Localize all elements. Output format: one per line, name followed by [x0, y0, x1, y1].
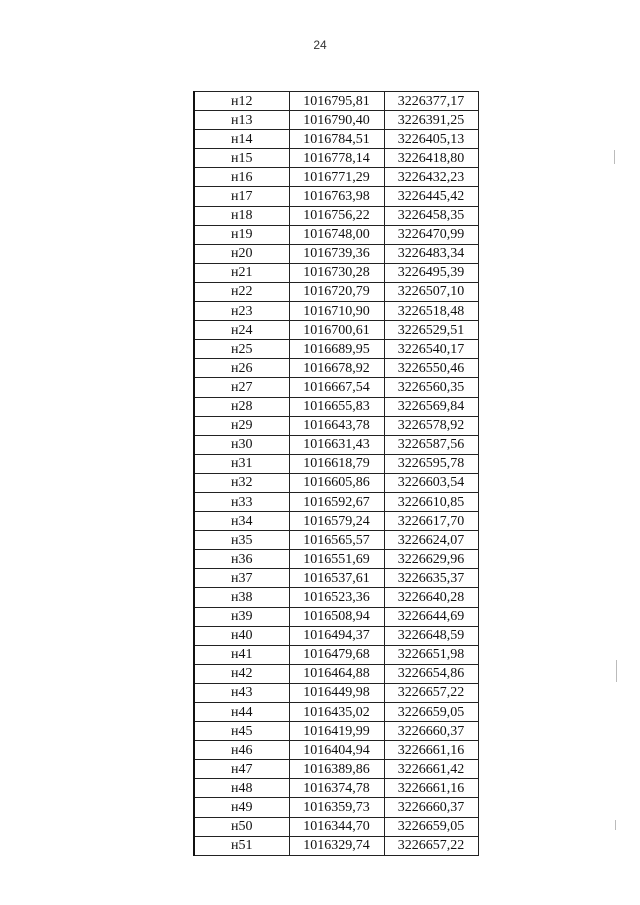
table-row: [194, 378, 478, 397]
point-id-cell: н40: [194, 626, 289, 645]
x-coordinate-cell: 1016763,98: [289, 187, 384, 206]
point-id-cell: н48: [194, 779, 289, 798]
table-row: [194, 416, 478, 435]
y-coordinate-cell: 3226648,59: [384, 626, 478, 645]
point-id-cell: н12: [194, 92, 289, 111]
table-row: [194, 588, 478, 607]
table-row: [194, 321, 478, 340]
point-id-cell: н51: [194, 836, 289, 855]
point-id-cell: н33: [194, 492, 289, 511]
scan-artifact: [615, 820, 616, 830]
x-coordinate-cell: 1016756,22: [289, 206, 384, 225]
page-number: 24: [313, 38, 327, 52]
table-row: [194, 550, 478, 569]
point-id-cell: н21: [194, 263, 289, 282]
scan-artifact: [616, 660, 617, 682]
x-coordinate-cell: 1016748,00: [289, 225, 384, 244]
table-row: [194, 760, 478, 779]
x-coordinate-cell: 1016435,02: [289, 703, 384, 722]
x-coordinate-cell: 1016784,51: [289, 130, 384, 149]
y-coordinate-cell: 3226483,34: [384, 244, 478, 263]
x-coordinate-cell: 1016494,37: [289, 626, 384, 645]
y-coordinate-cell: 3226569,84: [384, 397, 478, 416]
y-coordinate-cell: 3226445,42: [384, 187, 478, 206]
point-id-cell: н19: [194, 225, 289, 244]
point-id-cell: н38: [194, 588, 289, 607]
x-coordinate-cell: 1016565,57: [289, 531, 384, 550]
y-coordinate-cell: 3226405,13: [384, 130, 478, 149]
x-coordinate-cell: 1016374,78: [289, 779, 384, 798]
x-coordinate-cell: 1016389,86: [289, 760, 384, 779]
table-row: [194, 683, 478, 702]
table-row: [194, 607, 478, 626]
table-row: [194, 168, 478, 187]
table-row: [194, 206, 478, 225]
point-id-cell: н26: [194, 359, 289, 378]
y-coordinate-cell: 3226550,46: [384, 359, 478, 378]
table-row: [194, 817, 478, 836]
y-coordinate-cell: 3226629,96: [384, 550, 478, 569]
y-coordinate-cell: 3226587,56: [384, 435, 478, 454]
table-row: [194, 263, 478, 282]
y-coordinate-cell: 3226660,37: [384, 798, 478, 817]
table-row: [194, 645, 478, 664]
coordinates-table-container: [193, 91, 479, 856]
table-row: [194, 397, 478, 416]
y-coordinate-cell: 3226661,42: [384, 760, 478, 779]
point-id-cell: н23: [194, 302, 289, 321]
x-coordinate-cell: 1016508,94: [289, 607, 384, 626]
point-id-cell: н14: [194, 130, 289, 149]
point-id-cell: н49: [194, 798, 289, 817]
y-coordinate-cell: 3226470,99: [384, 225, 478, 244]
point-id-cell: н47: [194, 760, 289, 779]
x-coordinate-cell: 1016579,24: [289, 512, 384, 531]
table-row: [194, 359, 478, 378]
table-row: [194, 703, 478, 722]
table-row: [194, 722, 478, 741]
y-coordinate-cell: 3226540,17: [384, 340, 478, 359]
point-id-cell: н29: [194, 416, 289, 435]
y-coordinate-cell: 3226635,37: [384, 569, 478, 588]
x-coordinate-cell: 1016689,95: [289, 340, 384, 359]
y-coordinate-cell: 3226603,54: [384, 473, 478, 492]
point-id-cell: н34: [194, 512, 289, 531]
y-coordinate-cell: 3226617,70: [384, 512, 478, 531]
point-id-cell: н35: [194, 531, 289, 550]
x-coordinate-cell: 1016605,86: [289, 473, 384, 492]
point-id-cell: н31: [194, 454, 289, 473]
coordinates-table: [193, 91, 479, 856]
y-coordinate-cell: 3226377,17: [384, 92, 478, 111]
y-coordinate-cell: 3226644,69: [384, 607, 478, 626]
point-id-cell: н24: [194, 321, 289, 340]
y-coordinate-cell: 3226624,07: [384, 531, 478, 550]
y-coordinate-cell: 3226610,85: [384, 492, 478, 511]
table-row: [194, 225, 478, 244]
x-coordinate-cell: 1016790,40: [289, 111, 384, 130]
table-row: [194, 836, 478, 855]
table-row: [194, 340, 478, 359]
x-coordinate-cell: 1016678,92: [289, 359, 384, 378]
table-row: [194, 149, 478, 168]
table-row: [194, 779, 478, 798]
y-coordinate-cell: 3226529,51: [384, 321, 478, 340]
table-row: [194, 531, 478, 550]
table-row: [194, 130, 478, 149]
table-row: [194, 111, 478, 130]
point-id-cell: н13: [194, 111, 289, 130]
y-coordinate-cell: 3226657,22: [384, 683, 478, 702]
x-coordinate-cell: 1016730,28: [289, 263, 384, 282]
point-id-cell: н32: [194, 473, 289, 492]
y-coordinate-cell: 3226640,28: [384, 588, 478, 607]
y-coordinate-cell: 3226507,10: [384, 282, 478, 301]
point-id-cell: н25: [194, 340, 289, 359]
table-row: [194, 302, 478, 321]
table-row: [194, 435, 478, 454]
table-row: [194, 626, 478, 645]
table-row: [194, 741, 478, 760]
x-coordinate-cell: 1016537,61: [289, 569, 384, 588]
y-coordinate-cell: 3226560,35: [384, 378, 478, 397]
y-coordinate-cell: 3226660,37: [384, 722, 478, 741]
table-row: [194, 187, 478, 206]
point-id-cell: н16: [194, 168, 289, 187]
x-coordinate-cell: 1016344,70: [289, 817, 384, 836]
x-coordinate-cell: 1016795,81: [289, 92, 384, 111]
point-id-cell: н46: [194, 741, 289, 760]
y-coordinate-cell: 3226595,78: [384, 454, 478, 473]
point-id-cell: н44: [194, 703, 289, 722]
table-row: [194, 454, 478, 473]
point-id-cell: н36: [194, 550, 289, 569]
x-coordinate-cell: 1016631,43: [289, 435, 384, 454]
table-row: [194, 92, 478, 111]
y-coordinate-cell: 3226659,05: [384, 817, 478, 836]
point-id-cell: н37: [194, 569, 289, 588]
table-row: [194, 473, 478, 492]
point-id-cell: н17: [194, 187, 289, 206]
x-coordinate-cell: 1016710,90: [289, 302, 384, 321]
table-row: [194, 512, 478, 531]
table-row: [194, 798, 478, 817]
x-coordinate-cell: 1016655,83: [289, 397, 384, 416]
x-coordinate-cell: 1016618,79: [289, 454, 384, 473]
y-coordinate-cell: 3226432,23: [384, 168, 478, 187]
x-coordinate-cell: 1016359,73: [289, 798, 384, 817]
point-id-cell: н42: [194, 664, 289, 683]
point-id-cell: н28: [194, 397, 289, 416]
x-coordinate-cell: 1016479,68: [289, 645, 384, 664]
table-row: [194, 569, 478, 588]
x-coordinate-cell: 1016419,99: [289, 722, 384, 741]
point-id-cell: н30: [194, 435, 289, 454]
x-coordinate-cell: 1016643,78: [289, 416, 384, 435]
point-id-cell: н18: [194, 206, 289, 225]
coordinates-table-body: [194, 92, 478, 856]
y-coordinate-cell: 3226391,25: [384, 111, 478, 130]
x-coordinate-cell: 1016592,67: [289, 492, 384, 511]
x-coordinate-cell: 1016771,29: [289, 168, 384, 187]
x-coordinate-cell: 1016551,69: [289, 550, 384, 569]
x-coordinate-cell: 1016449,98: [289, 683, 384, 702]
y-coordinate-cell: 3226661,16: [384, 779, 478, 798]
point-id-cell: н15: [194, 149, 289, 168]
y-coordinate-cell: 3226495,39: [384, 263, 478, 282]
point-id-cell: н22: [194, 282, 289, 301]
y-coordinate-cell: 3226458,35: [384, 206, 478, 225]
x-coordinate-cell: 1016700,61: [289, 321, 384, 340]
table-row: [194, 664, 478, 683]
x-coordinate-cell: 1016778,14: [289, 149, 384, 168]
table-row: [194, 244, 478, 263]
point-id-cell: н45: [194, 722, 289, 741]
y-coordinate-cell: 3226654,86: [384, 664, 478, 683]
scan-artifact: [614, 150, 615, 164]
point-id-cell: н39: [194, 607, 289, 626]
x-coordinate-cell: 1016739,36: [289, 244, 384, 263]
point-id-cell: н41: [194, 645, 289, 664]
y-coordinate-cell: 3226659,05: [384, 703, 478, 722]
point-id-cell: н43: [194, 683, 289, 702]
point-id-cell: н27: [194, 378, 289, 397]
x-coordinate-cell: 1016667,54: [289, 378, 384, 397]
x-coordinate-cell: 1016464,88: [289, 664, 384, 683]
y-coordinate-cell: 3226418,80: [384, 149, 478, 168]
x-coordinate-cell: 1016720,79: [289, 282, 384, 301]
x-coordinate-cell: 1016329,74: [289, 836, 384, 855]
point-id-cell: н50: [194, 817, 289, 836]
y-coordinate-cell: 3226657,22: [384, 836, 478, 855]
x-coordinate-cell: 1016523,36: [289, 588, 384, 607]
y-coordinate-cell: 3226578,92: [384, 416, 478, 435]
point-id-cell: н20: [194, 244, 289, 263]
y-coordinate-cell: 3226518,48: [384, 302, 478, 321]
y-coordinate-cell: 3226651,98: [384, 645, 478, 664]
table-row: [194, 492, 478, 511]
y-coordinate-cell: 3226661,16: [384, 741, 478, 760]
x-coordinate-cell: 1016404,94: [289, 741, 384, 760]
table-row: [194, 282, 478, 301]
